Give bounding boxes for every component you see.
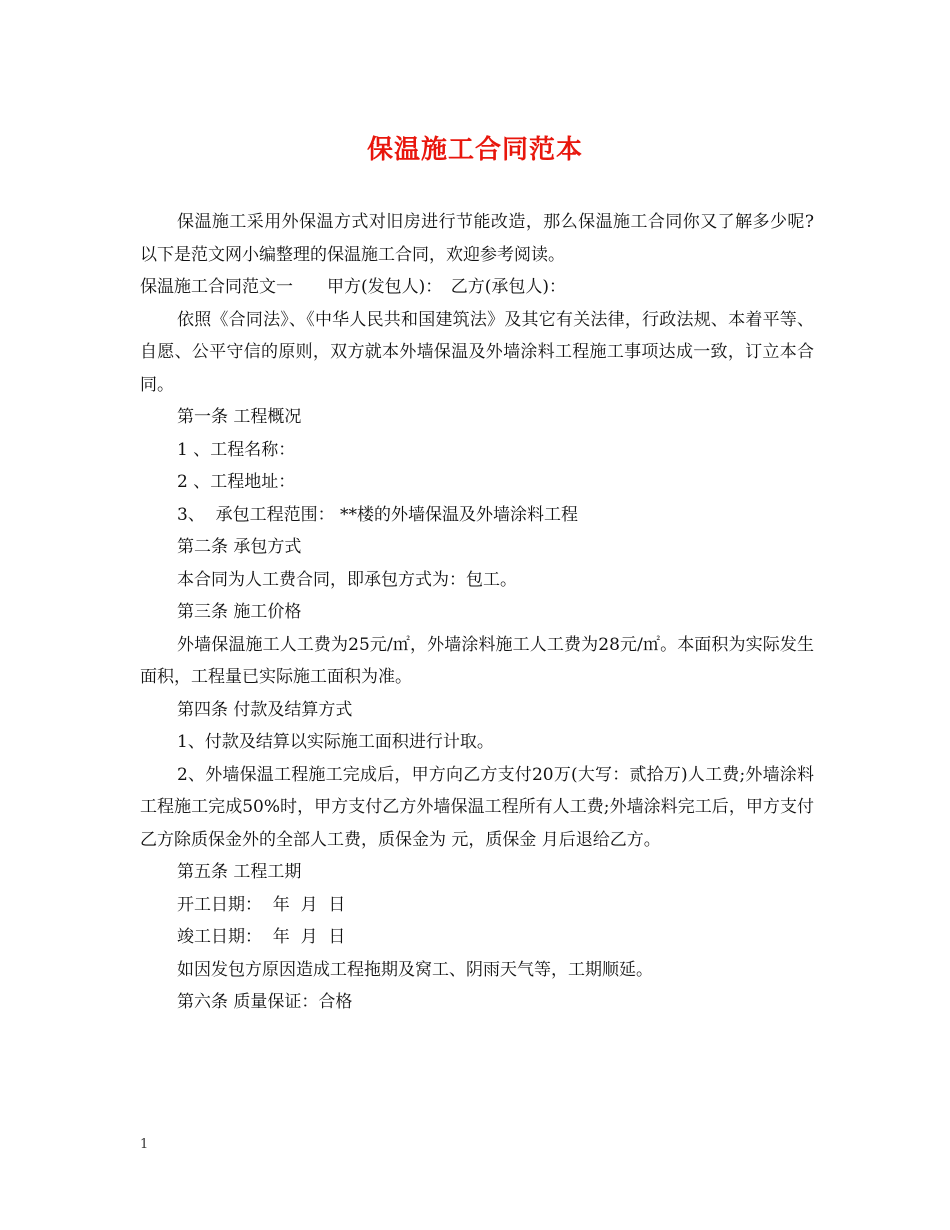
start-date-line: 开工日期： 年 月 日	[177, 894, 346, 915]
article-6-heading: 第六条 质量保证：合格	[177, 992, 353, 1012]
article-4-heading: 第四条 付款及结算方式	[177, 699, 353, 720]
page-number: 1	[140, 1137, 149, 1152]
parties-line: 保温施工合同范文一 甲方(发包人)： 乙方(承包人)：	[140, 277, 567, 297]
intro-paragraph: 保温施工采用外保温方式对旧房进行节能改造，那么保温施工合同你又了解多少呢?以下是范文网小编整理的保温施工合同，欢迎参考阅读。	[140, 212, 814, 265]
project-scope-line: 3、 承包工程范围： **楼的外墙保温及外墙涂料工程	[177, 504, 579, 525]
project-address-line: 2 、工程地址：	[177, 472, 296, 492]
article-2-heading: 第二条 承包方式	[177, 537, 302, 557]
payment-item-2: 2、外墙保温工程施工完成后，甲方向乙方支付20万(大写：贰拾万)人工费;外墙涂料工程施工完成50%时，甲方支付乙方外墙保温工程所有人工费;外墙涂料完工后，甲方支付乙方除质保金外的全部人工费，质保金为 元，质保金 月后退给乙方。	[140, 764, 814, 850]
payment-item-1: 1、付款及结算以实际施工面积进行计取。	[177, 732, 494, 752]
document-body	[140, 206, 814, 1019]
price-paragraph: 外墙保温施工人工费为25元/㎡，外墙涂料施工人工费为28元/㎡。本面积为实际发生面积，工程量已实际施工面积为准。	[140, 634, 814, 687]
project-name-line: 1 、工程名称：	[177, 439, 296, 460]
completion-date-line: 竣工日期： 年 月 日	[177, 927, 346, 947]
contract-type-line: 本合同为人工费合同，即承包方式为：包工。	[177, 569, 517, 590]
article-3-heading: 第三条 施工价格	[177, 602, 302, 622]
article-5-heading: 第五条 工程工期	[177, 862, 302, 882]
document-title: 保温施工合同范本	[366, 135, 583, 165]
preamble-paragraph: 依照《合同法》、《中华人民共和国建筑法》及其它有关法律，行政法规、本着平等、自愿、公平守信的原则，双方就本外墙保温及外墙涂料工程施工事项达成一致，订立本合同。	[140, 309, 814, 395]
article-1-heading: 第一条 工程概况	[177, 407, 302, 427]
delay-clause: 如因发包方原因造成工程拖期及窝工、阴雨天气等，工期顺延。	[177, 959, 653, 980]
